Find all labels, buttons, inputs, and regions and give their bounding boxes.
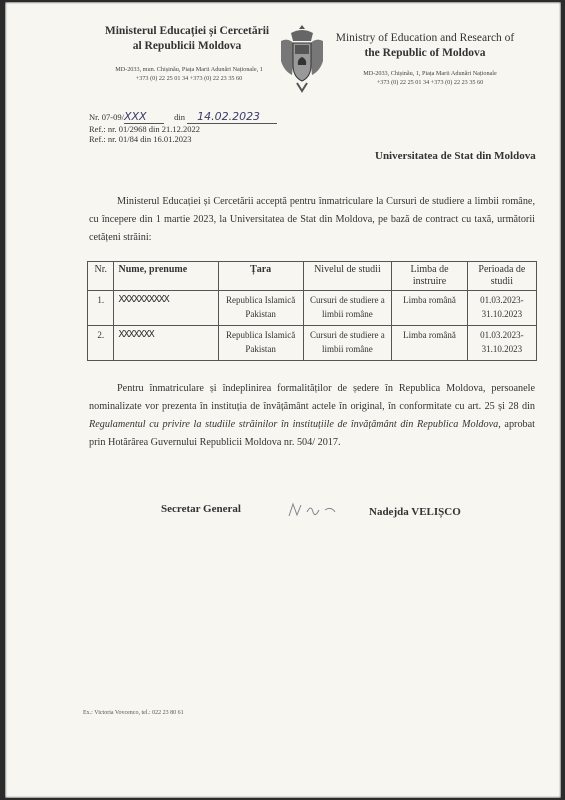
- reference-block: [89, 112, 277, 145]
- ministry-name-ro: [101, 24, 273, 54]
- executor-footer: Ex.: Victoria Vovcenco, tel.: 022 23 80 61: [83, 710, 184, 716]
- ministry-name-en: [330, 31, 520, 61]
- row-language: Limba română: [392, 291, 467, 326]
- paragraph-formalities-start: Pentru înmatriculare și îndeplinirea formalităților de ședere în Republica Moldova, persoanele nominalizate vor prezenta în instituția de învățământ actele în original, în conformitate cu art. 25 și 28 din: [89, 383, 535, 412]
- row-language: Limba română: [392, 326, 467, 361]
- addressee: Universitatea de Stat din Moldova: [375, 150, 536, 162]
- handwritten-signature-icon: [285, 500, 345, 520]
- row-period: 01.03.2023-31.10.2023: [467, 291, 536, 326]
- paragraph-formalities: [89, 380, 535, 452]
- address-ro: [103, 65, 275, 83]
- paragraph-acceptance: Ministerul Educației și Cercetării acceptă pentru înmatriculare la Cursuri de studiere a limbii române, cu începere din 1 martie 2023, la Universitatea de Stat din Moldova, pe bază de contract cu taxă, următorii cetățeni străini:: [89, 196, 535, 243]
- header-level: Nivelul de studii: [303, 262, 392, 291]
- row-period: 01.03.2023-31.10.2023: [467, 326, 536, 361]
- paragraph-formalities-end: , aprobat prin Hotărârea Guvernului Republicii Moldova nr. 504/ 2017.: [89, 419, 535, 448]
- header-language: Limba de instruire: [392, 262, 467, 291]
- row-name-redacted: XXXXXXX: [114, 326, 218, 361]
- din-label: din: [174, 112, 185, 122]
- phones-en: +373 (0) 22 25 01 34 +373 (0) 22 23 35 60: [376, 79, 484, 86]
- ministry-name-en-line2: the Republic of Moldova: [364, 47, 486, 59]
- address-en-line: MD-2033, Chișinău, 1, Piața Marii Adunări Naționale: [363, 70, 497, 77]
- row-country: Republica Islamică Pakistan: [218, 326, 303, 361]
- row-level: Cursuri de studiere a limbii române: [303, 291, 392, 326]
- row-nr: 2.: [88, 326, 114, 361]
- document-number: [89, 112, 277, 124]
- row-country: Republica Islamică Pakistan: [218, 291, 303, 326]
- row-nr: 1.: [88, 291, 114, 326]
- document-page: [5, 2, 561, 798]
- row-name-redacted: XXXXXXXXXX: [114, 291, 218, 326]
- nr-prefix: Nr. 07-09/: [89, 112, 124, 122]
- header-name: Nume, prenume: [114, 262, 218, 291]
- address-en: [345, 69, 515, 87]
- reference-1: Ref.: nr. 01/2968 din 21.12.2022: [89, 123, 200, 134]
- date-handwritten: 14.02.2023: [197, 110, 261, 123]
- address-ro-line: MD-2033, mun. Chișinău, Piața Marii Adunări Naționale, 1: [115, 66, 263, 73]
- row-level: Cursuri de studiere a limbii române: [303, 326, 392, 361]
- header-period: Perioada de studii: [467, 262, 536, 291]
- ministry-name-ro-line2: al Republicii Moldova: [132, 40, 242, 52]
- header-nr: Nr.: [88, 262, 114, 291]
- reference-2: Ref.: nr. 01/84 din 16.01.2023: [89, 134, 192, 144]
- header-country: Țara: [218, 262, 303, 291]
- table-header-row: [88, 262, 537, 291]
- table-row: [88, 326, 537, 361]
- phones-ro: +373 (0) 22 25 01 34 +373 (0) 22 23 35 60: [135, 75, 243, 82]
- ministry-name-en-line1: Ministry of Education and Research of: [335, 32, 515, 44]
- students-table: [87, 261, 537, 361]
- coat-of-arms-icon: [277, 19, 327, 97]
- table-row: [88, 291, 537, 326]
- regulation-title: Regulamentul cu privire la studiile străinilor în instituțiile de învățământ din Republica Moldova: [89, 419, 499, 430]
- signatory-name: Nadejda VELIȘCO: [369, 506, 461, 518]
- nr-handwritten: XXX: [123, 110, 147, 123]
- ministry-name-ro-line1: Ministerul Educației și Cercetării: [104, 25, 270, 37]
- signatory-title: Secretar General: [161, 503, 241, 515]
